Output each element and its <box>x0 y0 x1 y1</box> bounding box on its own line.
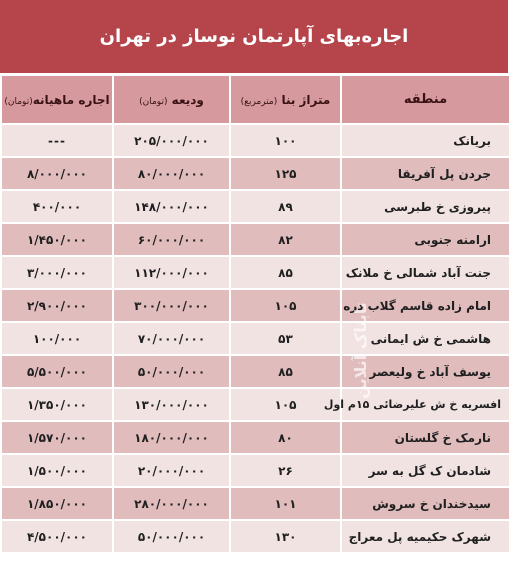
cell-rent: ۱/۴۵۰/۰۰۰ <box>1 223 113 256</box>
cell-area: ۱۰۵ <box>230 388 341 421</box>
watermark-text: تابناک آنلاین <box>350 301 370 399</box>
cell-region: جردن پل آفریقا <box>341 157 509 190</box>
table-row <box>1 289 509 322</box>
cell-area: ۱۰۵ <box>230 289 341 322</box>
cell-deposit: ۷۰/۰۰۰/۰۰۰ <box>113 322 230 355</box>
table-row <box>1 520 509 553</box>
table-row <box>1 223 509 256</box>
cell-deposit: ۶۰/۰۰۰/۰۰۰ <box>113 223 230 256</box>
cell-area: ۸۲ <box>230 223 341 256</box>
cell-region: افسریه خ ش علیرضائی ۱۵م اول <box>341 388 509 421</box>
table-row <box>1 256 509 289</box>
cell-rent: ۴۰۰/۰۰۰ <box>1 190 113 223</box>
cell-deposit: ۸۰/۰۰۰/۰۰۰ <box>113 157 230 190</box>
cell-region: هاشمی خ ش ایمانی <box>341 322 509 355</box>
cell-area: ۱۳۰ <box>230 520 341 553</box>
table-row <box>1 388 509 421</box>
cell-deposit: ۱۸۰/۰۰۰/۰۰۰ <box>113 421 230 454</box>
cell-deposit: ۲۰/۰۰۰/۰۰۰ <box>113 454 230 487</box>
cell-rent: --- <box>1 124 113 157</box>
cell-region: یوسف آباد خ ولیعصر <box>341 355 509 388</box>
table-row <box>1 157 509 190</box>
cell-deposit: ۲۰۵/۰۰۰/۰۰۰ <box>113 124 230 157</box>
cell-region: ارامنه جنوبی <box>341 223 509 256</box>
cell-region: بریانک <box>341 124 509 157</box>
table-row <box>1 421 509 454</box>
cell-area: ۱۰۱ <box>230 487 341 520</box>
header-area: متراژ بنا (مترمربع) <box>230 76 341 124</box>
cell-rent: ۱/۵۰۰/۰۰۰ <box>1 454 113 487</box>
cell-rent: ۱/۵۷۰/۰۰۰ <box>1 421 113 454</box>
cell-deposit: ۵۰/۰۰۰/۰۰۰ <box>113 355 230 388</box>
table-title: اجاره‌بهای آپارتمان نوساز در تهران <box>0 0 508 76</box>
cell-region: شادمان ک گل به سر <box>341 454 509 487</box>
cell-deposit: ۱۴۸/۰۰۰/۰۰۰ <box>113 190 230 223</box>
cell-rent: ۸/۰۰۰/۰۰۰ <box>1 157 113 190</box>
cell-deposit: ۵۰/۰۰۰/۰۰۰ <box>113 520 230 553</box>
cell-region: جنت آباد شمالی خ ملانک <box>341 256 509 289</box>
cell-region: نارمک خ گلستان <box>341 421 509 454</box>
cell-area: ۸۵ <box>230 355 341 388</box>
cell-deposit: ۱۱۲/۰۰۰/۰۰۰ <box>113 256 230 289</box>
cell-rent: ۱/۸۵۰/۰۰۰ <box>1 487 113 520</box>
cell-rent: ۴/۵۰۰/۰۰۰ <box>1 520 113 553</box>
header-deposit: ودیعه (تومان) <box>113 76 230 124</box>
table-row <box>1 454 509 487</box>
cell-region: سیدخندان خ سروش <box>341 487 509 520</box>
cell-area: ۵۳ <box>230 322 341 355</box>
cell-area: ۱۲۵ <box>230 157 341 190</box>
table-row <box>1 124 509 157</box>
header-rent: اجاره ماهیانه(تومان) <box>1 76 113 124</box>
header-row <box>1 76 509 124</box>
rent-table <box>0 76 509 554</box>
table-row <box>1 322 509 355</box>
cell-area: ۲۶ <box>230 454 341 487</box>
cell-rent: ۱۰۰/۰۰۰ <box>1 322 113 355</box>
cell-area: ۱۰۰ <box>230 124 341 157</box>
cell-region: پیروزی خ طبرسی <box>341 190 509 223</box>
cell-region: امام زاده قاسم گلاب دره <box>341 289 509 322</box>
cell-rent: ۵/۵۰۰/۰۰۰ <box>1 355 113 388</box>
cell-rent: ۲/۹۰۰/۰۰۰ <box>1 289 113 322</box>
table-row <box>1 487 509 520</box>
cell-deposit: ۱۳۰/۰۰۰/۰۰۰ <box>113 388 230 421</box>
cell-deposit: ۲۸۰/۰۰۰/۰۰۰ <box>113 487 230 520</box>
cell-deposit: ۳۰۰/۰۰۰/۰۰۰ <box>113 289 230 322</box>
cell-rent: ۱/۳۵۰/۰۰۰ <box>1 388 113 421</box>
cell-area: ۸۵ <box>230 256 341 289</box>
table-row <box>1 190 509 223</box>
table-row <box>1 355 509 388</box>
cell-area: ۸۹ <box>230 190 341 223</box>
cell-area: ۸۰ <box>230 421 341 454</box>
cell-rent: ۳/۰۰۰/۰۰۰ <box>1 256 113 289</box>
cell-region: شهرک حکیمیه پل معراج <box>341 520 509 553</box>
header-region: منطقه <box>341 76 509 124</box>
